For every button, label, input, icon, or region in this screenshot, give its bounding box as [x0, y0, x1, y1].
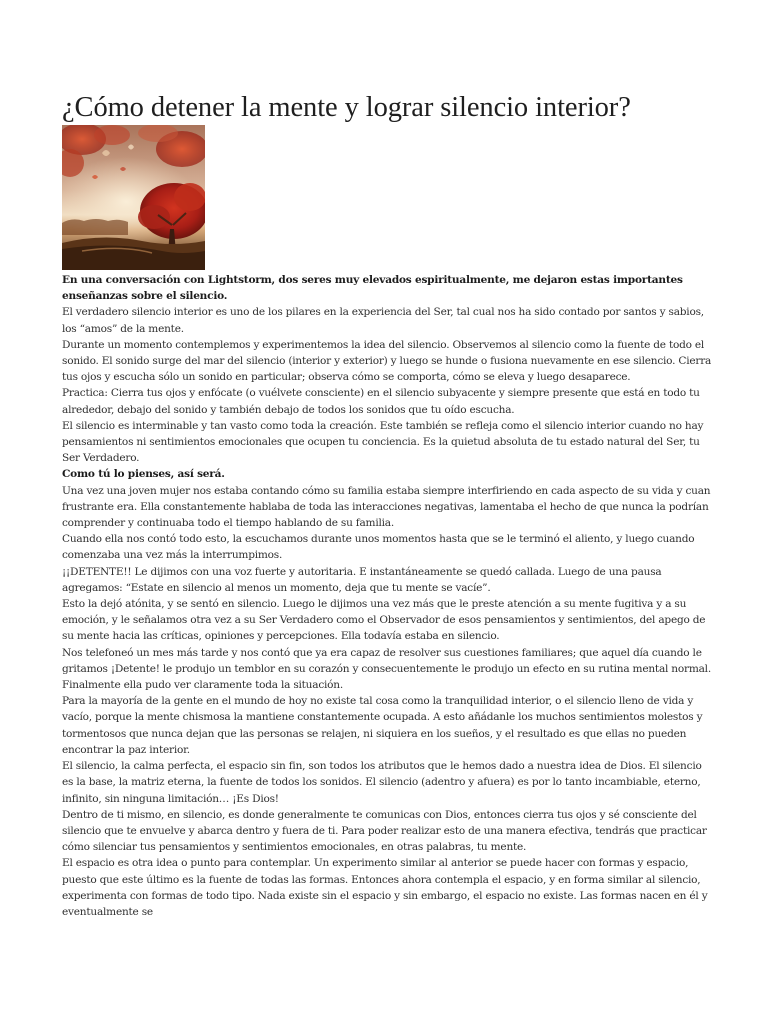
intro-paragraph: En una conversación con Lightstorm, dos seres muy elevados espiritualmente, me dejaron estas importantes enseñanzas sobre el silencio.	[62, 274, 683, 303]
paragraph: El verdadero silencio interior es uno de los pilares en la experiencia del Ser, tal cual nos ha sido contado por santos y sabios, los “amos” de la mente.	[62, 306, 704, 335]
paragraph: Para la mayoría de la gente en el mundo de hoy no existe tal cosa como la tranquilidad interior, o el silencio lleno de vida y vacío, porque la mente chismosa la mantiene constantemente ocupada. A esto añádanle los muchos sentimientos molestos y tormentosos que nunca dejan que las personas se relajen, ni siquiera en los sueños, y el resultado es que ellas no pueden encontrar la paz interior.	[62, 695, 703, 756]
paragraph: Cuando ella nos contó todo esto, la escuchamos durante unos momentos hasta que se le terminó el aliento, y luego cuando comenzaba una vez más la interrumpimos.	[62, 533, 695, 562]
autumn-tree-painting	[62, 125, 205, 270]
paragraph: Nos telefoneó un mes más tarde y nos contó que ya era capaz de resolver sus cuestiones familiares; que aquel día cuando le gritamos ¡Detente! le produjo un temblor en su corazón y consecuentemente le produjo un efecto en su rutina mental normal. Finalmente ella pudo ver claramente toda la situación.	[62, 646, 711, 692]
page-title: ¿Cómo detener la mente y lograr silencio interior?	[62, 92, 631, 123]
painting-illustration	[62, 125, 205, 270]
paragraph: Durante un momento contemplemos y experimentemos la idea del silencio. Observemos al silencio como la fuente de todo el sonido. El sonido surge del mar del silencio (interior y exterior) y luego se hunde o fusiona nuevamente en ese silencio. Cierra tus ojos y escucha sólo un sonido en particular; observa cómo se comporta, cómo se eleva y luego desaparece.	[62, 338, 712, 384]
paragraph: El espacio es otra idea o punto para contemplar. Un experimento similar al anterior se puede hacer con formas y espacio, puesto que este último es la fuente de todas las formas. Entonces ahora contempla el espacio, y en forma similar al silencio, experimenta con formas de todo tipo. Nada existe sin el espacio y sin embargo, el espacio no existe. Las formas nacen en él y eventualmente se	[62, 857, 708, 918]
paragraph: Dentro de ti mismo, en silencio, es donde generalmente te comunicas con Dios, entonces cierra tus ojos y sé consciente del silencio que te envuelve y abarca dentro y fuera de ti. Para poder realizar esto de una manera efectiva, tendrás que practicar cómo silenciar tus pensamientos y sentimientos emocionales, en otras palabras, tu mente.	[62, 808, 707, 854]
section-heading: Como tú lo pienses, así será.	[62, 468, 225, 481]
paragraph: El silencio, la calma perfecta, el espacio sin fin, son todos los atributos que le hemos dado a nuestra idea de Dios. El silencio es la base, la matriz eterna, la fuente de todos los sonidos. El silencio (adentro y afuera) es por lo tanto incambiable, eterno, infinito, sin ninguna limitación… ¡Es Dios!	[62, 760, 702, 805]
paragraph: El silencio es interminable y tan vasto como toda la creación. Este también se refleja como el silencio interior cuando no hay pensamientos ni sentimientos emocionales que ocupen tu conciencia. Es la quietud absoluta de tu estado natural del Ser, tu Ser Verdadero.	[62, 419, 704, 465]
paragraph: ¡¡DETENTE!! Le dijimos con una voz fuerte y autoritaria. E instantáneamente se quedó callada. Luego de una pausa agregamos: “Estate en silencio al menos un momento, deja que tu mente se vacíe”.	[62, 565, 662, 594]
document-page	[62, 92, 712, 920]
article-body	[62, 272, 712, 920]
paragraph: Una vez una joven mujer nos estaba contando cómo su familia estaba siempre interfiriendo en cada aspecto de su vida y cuan frustrante era. Ella constantemente hablaba de toda las interacciones negativas, lamentaba el hecho de que nunca la podrían comprender y continuaba todo el tiempo hablando de su familia.	[62, 484, 711, 530]
paragraph: Practica: Cierra tus ojos y enfócate (o vuélvete consciente) en el silencio subyacente y siempre presente que está en todo tu alrededor, debajo del sonido y también debajo de todos los sonidos que tu oído escucha.	[62, 387, 700, 416]
paragraph: Esto la dejó atónita, y se sentó en silencio. Luego le dijimos una vez más que le preste atención a su mente fugitiva y a su emoción, y le señalamos otra vez a su Ser Verdadero como el Observador de esos pensamientos y sentimientos, del apego de su mente hacia las críticas, opiniones y percepciones. Ella todavía estaba en silencio.	[62, 598, 706, 643]
